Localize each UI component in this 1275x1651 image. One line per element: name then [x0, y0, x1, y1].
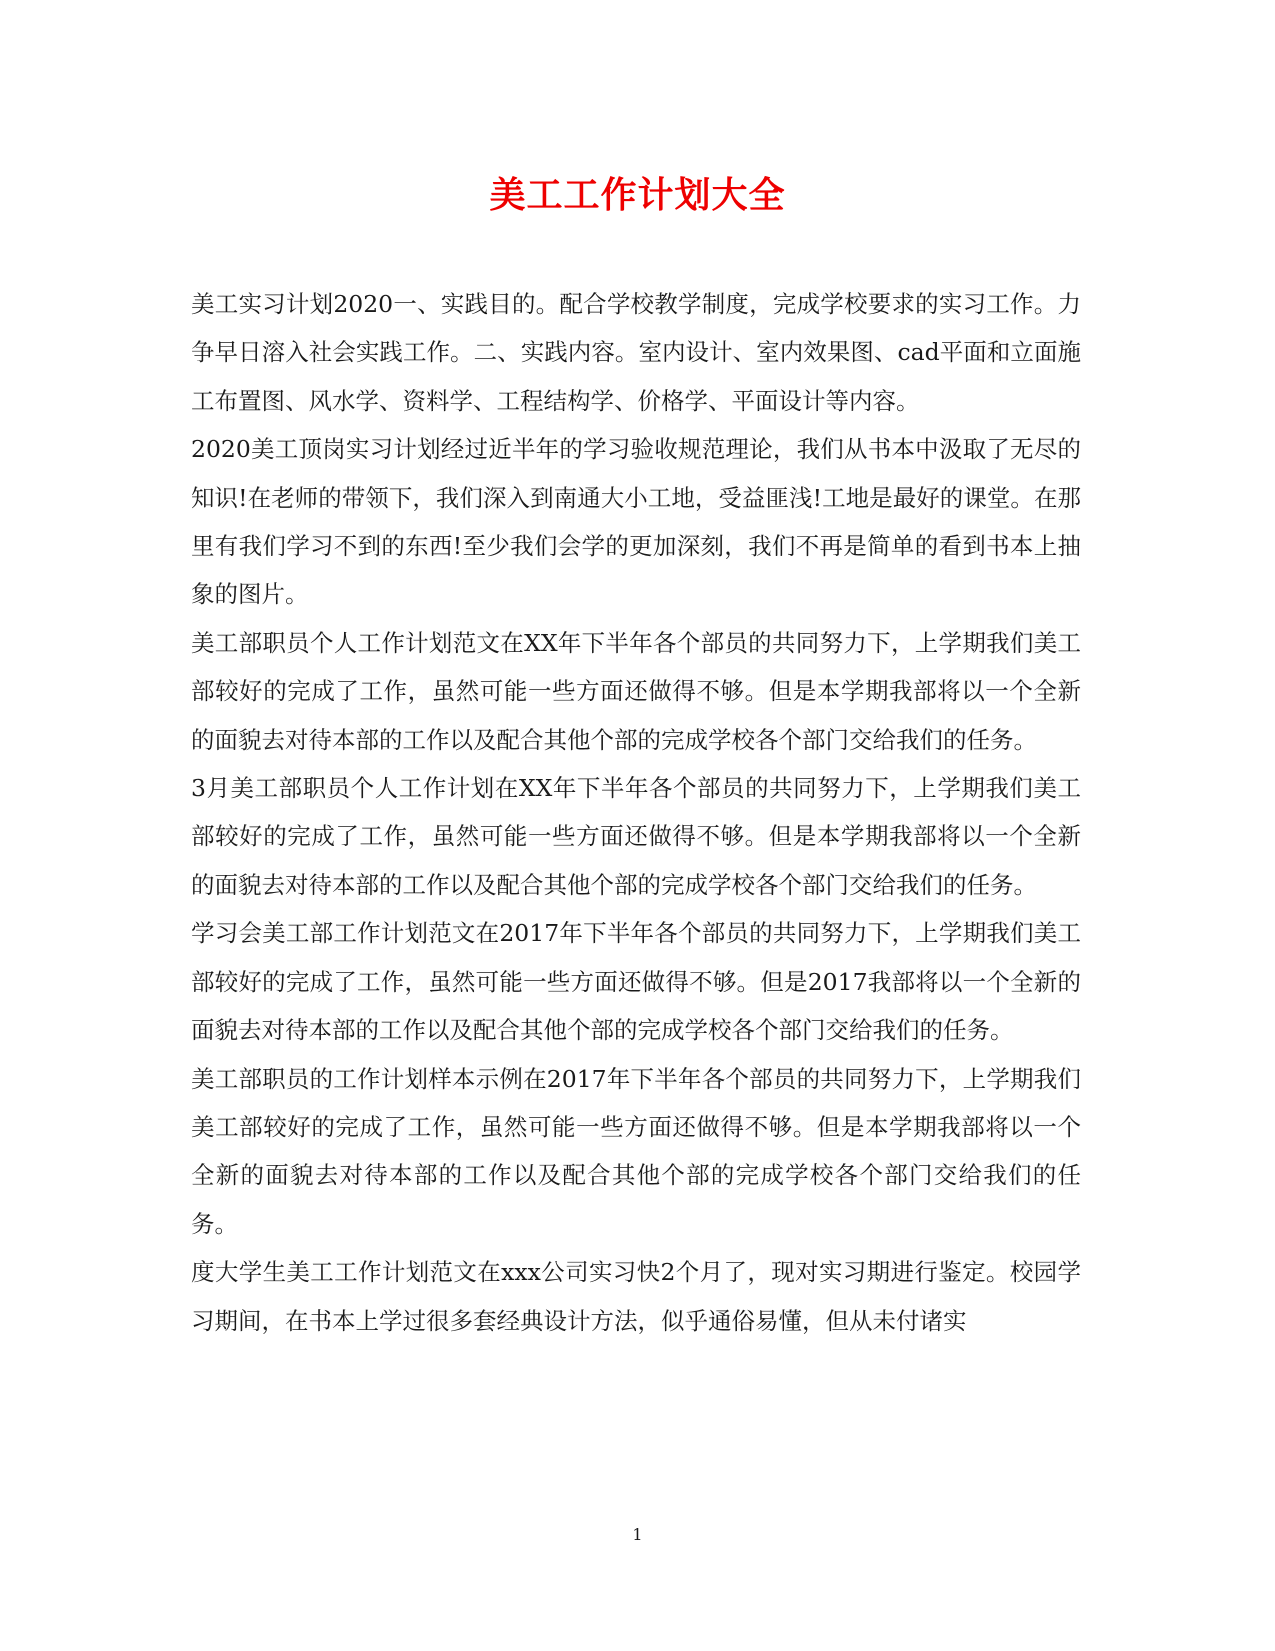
- paragraph: 度大学生美工工作计划范文在xxx公司实习快2个月了，现对实习期进行鉴定。校园学习期间，在书本上学过很多套经典设计方法，似乎通俗易懂，但从未付诸实: [191, 1258, 1081, 1335]
- paragraph: 美工实习计划2020一、实践目的。配合学校教学制度，完成学校要求的实习工作。力争早日溶入社会实践工作。二、实践内容。室内设计、室内效果图、cad平面和立面施工布置图、风水学、资料学、工程结构学、价格学、平面设计等内容。: [191, 290, 1081, 415]
- paragraph: 美工部职员的工作计划样本示例在2017年下半年各个部员的共同努力下，上学期我们美工部较好的完成了工作，虽然可能一些方面还做得不够。但是本学期我部将以一个全新的面貌去对待本部的工作以及配合其他个部的完成学校各个部门交给我们的任务。: [191, 1064, 1081, 1238]
- document-body: [191, 280, 1081, 1490]
- paragraph: 学习会美工部工作计划范文在2017年下半年各个部员的共同努力下，上学期我们美工部较好的完成了工作，虽然可能一些方面还做得不够。但是2017我部将以一个全新的面貌去对待本部的工作以及配合其他个部的完成学校各个部门交给我们的任务。: [191, 919, 1081, 1045]
- paragraph: 2020美工顶岗实习计划经过近半年的学习验收规范理论，我们从书本中汲取了无尽的知识!在老师的带领下，我们深入到南通大小工地，受益匪浅!工地是最好的课堂。在那里有我们学习不到的东西!至少我们会学的更加深刻，我们不再是简单的看到书本上抽象的图片。: [191, 435, 1081, 609]
- document-title: 美工工作计划大全: [489, 174, 786, 216]
- paragraph: 美工部职员个人工作计划范文在XX年下半年各个部员的共同努力下，上学期我们美工部较好的完成了工作，虽然可能一些方面还做得不够。但是本学期我部将以一个全新的面貌去对待本部的工作以及配合其他个部的完成学校各个部门交给我们的任务。: [191, 628, 1081, 754]
- page-number: 1: [632, 1525, 643, 1544]
- paragraph: 3月美工部职员个人工作计划在XX年下半年各个部员的共同努力下，上学期我们美工部较好的完成了工作，虽然可能一些方面还做得不够。但是本学期我部将以一个全新的面貌去对待本部的工作以及配合其他个部的完成学校各个部门交给我们的任务。: [191, 774, 1081, 899]
